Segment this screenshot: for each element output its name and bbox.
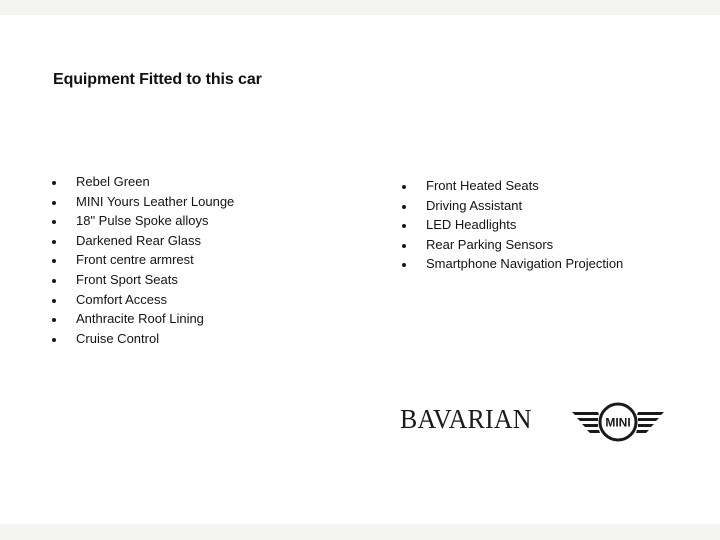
page-title: Equipment Fitted to this car [53, 71, 262, 88]
bullet-icon [402, 185, 406, 189]
list-item [400, 254, 623, 274]
equipment-item-label: Driving Assistant [426, 197, 523, 213]
bullet-icon [52, 240, 56, 244]
list-item [400, 215, 623, 235]
list-item [50, 290, 234, 310]
equipment-item-label: Anthracite Roof Lining [76, 311, 204, 327]
bullet-icon [52, 220, 56, 224]
equipment-item-label: Cruise Control [76, 330, 160, 346]
bullet-icon [52, 201, 56, 205]
equipment-item-label: Front Sport Seats [76, 271, 178, 287]
bullet-icon [402, 263, 406, 267]
equipment-item-label: Front centre armrest [76, 252, 194, 268]
dealer-name: BAVARIAN [400, 404, 532, 434]
equipment-item-label: Comfort Access [76, 291, 168, 307]
top-frame-strip [0, 0, 720, 15]
bullet-icon [402, 224, 406, 228]
equipment-item-label: Rebel Green [76, 174, 150, 189]
equipment-list-right [400, 176, 623, 274]
equipment-list-left [50, 172, 234, 348]
equipment-item-label: Front Heated Seats [426, 178, 539, 193]
dealer-branding [400, 395, 665, 447]
bullet-icon [402, 244, 406, 248]
list-item [50, 270, 234, 290]
list-item [400, 176, 623, 196]
list-item [50, 211, 234, 231]
list-item [50, 192, 234, 212]
list-item [50, 172, 234, 192]
bottom-frame-strip [0, 524, 720, 540]
list-item [400, 196, 623, 216]
mini-logo-text: MINI [605, 415, 631, 430]
list-item [50, 329, 234, 349]
bullet-icon [52, 279, 56, 283]
list-item [50, 250, 234, 270]
equipment-card [0, 15, 720, 524]
bullet-icon [52, 259, 56, 263]
equipment-item-label: Rear Parking Sensors [426, 236, 554, 252]
equipment-item-label: MINI Yours Leather Lounge [76, 193, 235, 209]
bullet-icon [52, 318, 56, 322]
equipment-item-label: 18" Pulse Spoke alloys [76, 213, 209, 229]
bullet-icon [52, 338, 56, 342]
equipment-item-label: Darkened Rear Glass [76, 232, 201, 248]
bullet-icon [402, 205, 406, 209]
bullet-icon [52, 299, 56, 303]
mini-wings-logo-icon [572, 400, 664, 444]
list-item [50, 309, 234, 329]
equipment-item-label: Smartphone Navigation Projection [426, 256, 624, 272]
list-item [400, 235, 623, 255]
equipment-item-label: LED Headlights [426, 217, 517, 233]
list-item [50, 231, 234, 251]
bullet-icon [52, 181, 56, 185]
